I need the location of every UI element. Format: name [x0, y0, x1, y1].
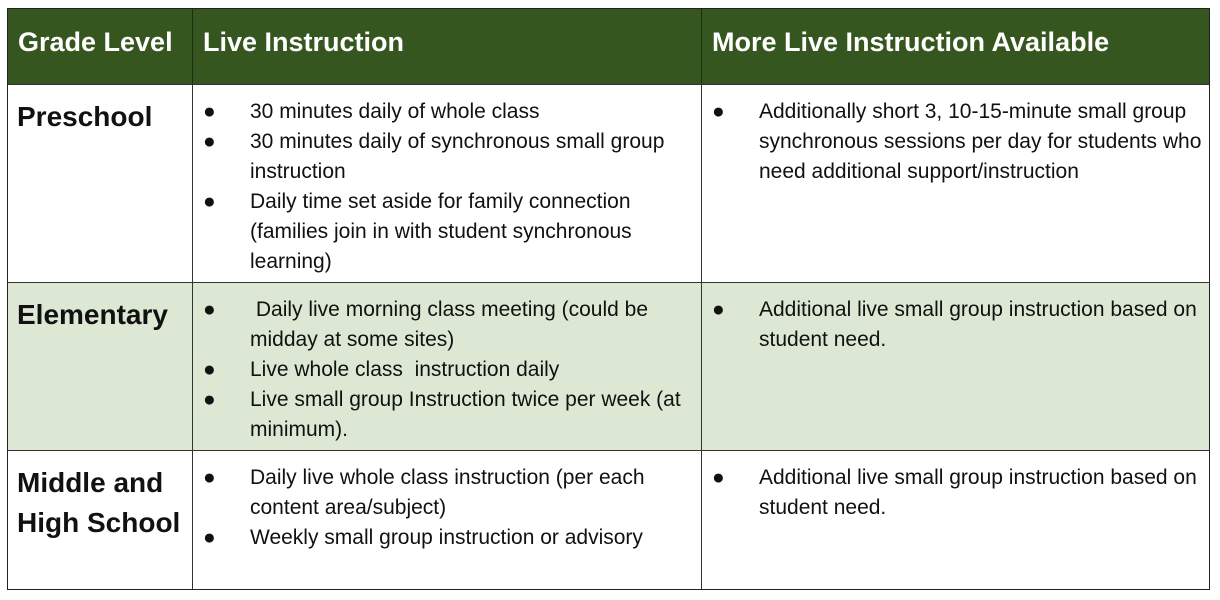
bullet-icon: ● — [203, 358, 216, 381]
list-item — [193, 97, 695, 127]
live-instruction-cell — [193, 451, 702, 589]
live-instruction-cell — [193, 283, 702, 450]
list-item — [193, 523, 695, 553]
list-item-text: Daily live morning class meeting (could be midday at some sites) — [250, 298, 654, 351]
more-instruction-list — [702, 451, 1208, 523]
list-item-text: Daily time set aside for family connection (families join in with student synchronous learning) — [250, 190, 632, 273]
list-item-text: Live whole class instruction daily — [250, 358, 560, 381]
more-instruction-list — [702, 85, 1208, 187]
list-item-text: Additional live small group instruction based on student need. — [759, 298, 1197, 351]
table-row-elementary — [8, 283, 1209, 451]
bullet-icon: ● — [203, 298, 216, 321]
more-instruction-list — [702, 283, 1208, 355]
bullet-icon: ● — [203, 388, 216, 411]
list-item-text: Live small group Instruction twice per week (at minimum). — [250, 388, 681, 441]
list-item — [702, 463, 1202, 523]
list-item-text: Daily live whole class instruction (per each content area/subject) — [250, 466, 645, 519]
list-item — [702, 295, 1202, 355]
live-instruction-list — [193, 283, 701, 445]
header-live-instruction: Live Instruction — [193, 9, 702, 84]
list-item — [702, 97, 1202, 187]
list-item — [193, 187, 695, 277]
bullet-icon: ● — [712, 298, 725, 321]
live-instruction-list — [193, 85, 701, 277]
live-instruction-list — [193, 451, 701, 553]
more-instruction-cell — [702, 451, 1208, 589]
table-header-row — [8, 9, 1209, 85]
bullet-icon: ● — [203, 190, 216, 213]
list-item-text: 30 minutes daily of synchronous small group instruction — [250, 130, 665, 183]
bullet-icon: ● — [712, 100, 725, 123]
bullet-icon: ● — [203, 526, 216, 549]
table-row-middle-high — [8, 451, 1209, 589]
list-item-text: Additional live small group instruction based on student need. — [759, 466, 1197, 519]
more-instruction-cell — [702, 283, 1208, 450]
header-grade-level: Grade Level — [8, 9, 193, 84]
list-item-text: Additionally short 3, 10-15-minute small group synchronous sessions per day for students who need additional support/instruction — [759, 100, 1202, 183]
list-item — [193, 355, 695, 385]
grade-label-middle-high: Middle and High School — [8, 451, 193, 589]
table-row-preschool — [8, 85, 1209, 283]
header-more-live-instruction: More Live Instruction Available — [712, 27, 1110, 57]
list-item — [193, 295, 695, 355]
list-item — [193, 463, 695, 523]
bullet-icon: ● — [203, 130, 216, 153]
list-item-text: Weekly small group instruction or advisory — [250, 526, 643, 549]
live-instruction-cell — [193, 85, 702, 282]
bullet-icon: ● — [712, 466, 725, 489]
bullet-icon: ● — [203, 466, 216, 489]
grade-label-elementary: Elementary — [8, 283, 193, 450]
list-item-text: 30 minutes daily of whole class — [250, 100, 540, 123]
grade-label-preschool: Preschool — [8, 85, 193, 282]
instruction-table — [7, 8, 1210, 590]
list-item — [193, 385, 695, 445]
list-item — [193, 127, 695, 187]
bullet-icon: ● — [203, 100, 216, 123]
more-instruction-cell — [702, 85, 1208, 282]
